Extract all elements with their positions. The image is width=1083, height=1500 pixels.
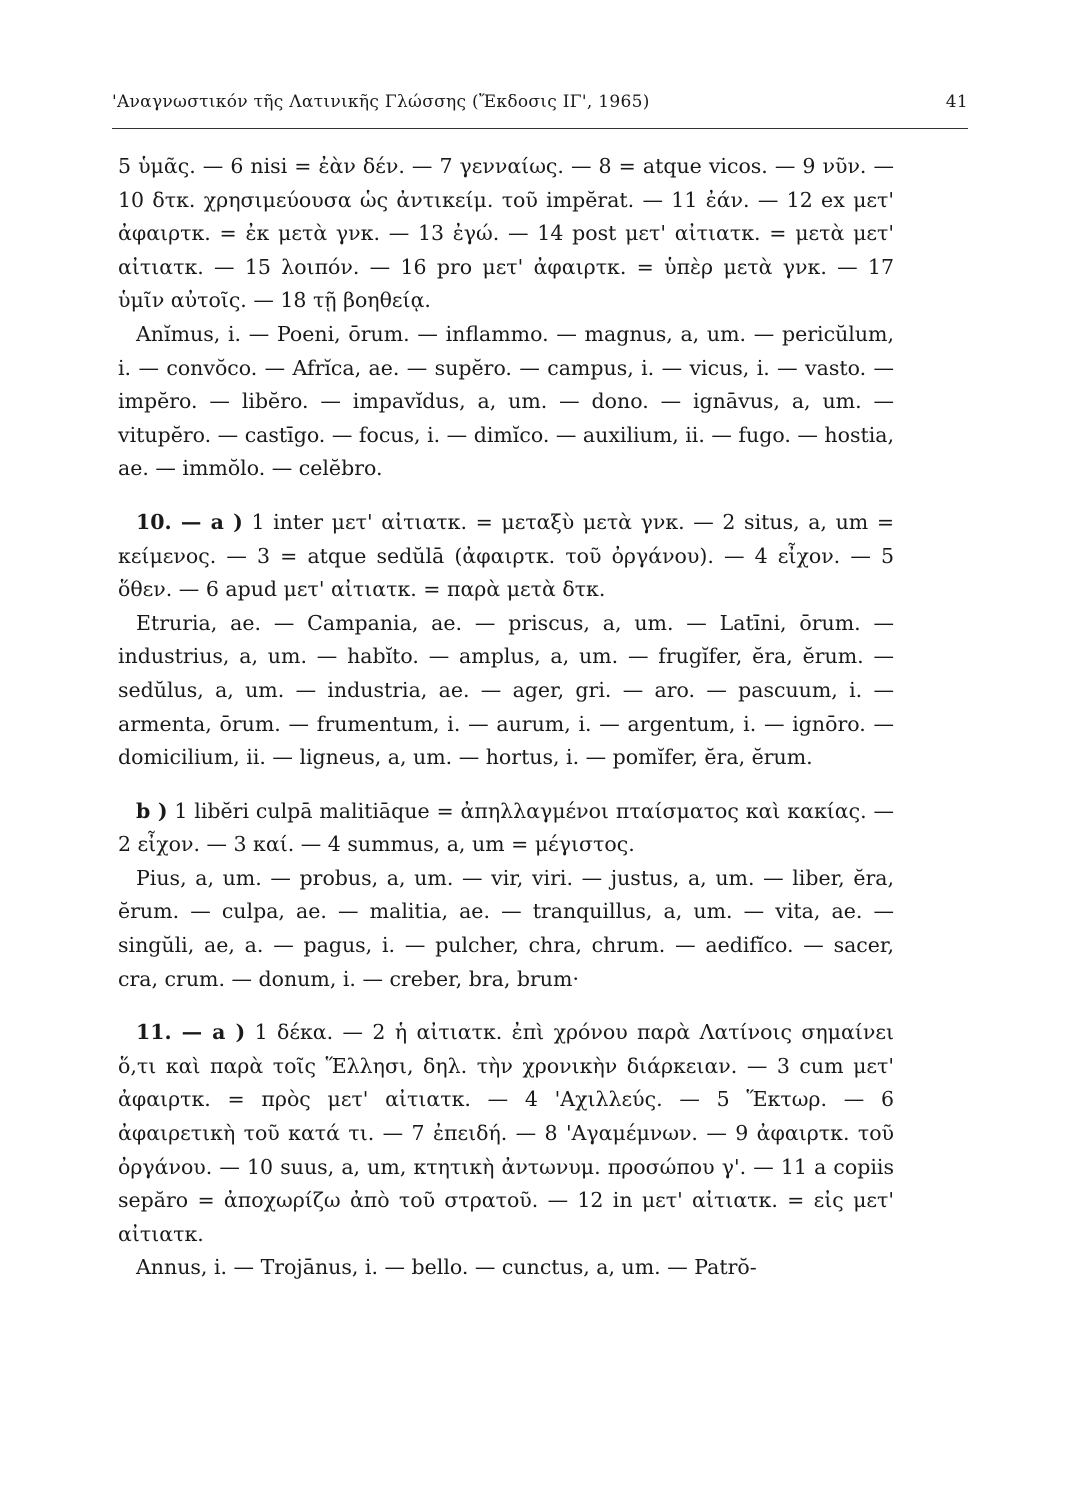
- header-rule: [112, 128, 968, 129]
- vocabulary-paragraph: Annus, i. — Trojānus, i. — bello. — cunctus, a, um. — Patrŏ-: [136, 1255, 757, 1280]
- section-label: 10. — a ): [136, 509, 243, 534]
- page-body: [118, 150, 894, 1285]
- section-10b-notes: b ) 1 libĕri culpā malitiāque = ἀπηλλαγμένοι πταίσματος καὶ κακίας. — 2 εἶχον. — 3 καί. — 4 summus, a, um = μέγιστος.: [118, 798, 895, 857]
- notes-paragraph: 5 ὑμᾶς. — 6 nisi = ἐὰν δέν. — 7 γενναίως. — 8 = atque vicos. — 9 νῦν. — 10 δτκ. χρησιμεύουσα ὡς ἀντικείμ. τοῦ impĕrat. — 11 ἐάν. — 12 ex μετ' ἀφαιρτκ. = ἐκ μετὰ γνκ. — 13 ἐγώ. — 14 post μετ' αἰτιατκ. = μετὰ μετ' αἰτιατκ. — 15 λοιπόν. — 16 pro μετ' ἀφαιρτκ. = ὑπὲρ μετὰ γνκ. — 17 ὑμῖν αὐτοῖς. — 18 τῇ βοηθείᾳ.: [118, 154, 894, 313]
- section-10a-notes: 10. — a ) 1 inter μετ' αἰτιατκ. = μεταξὺ μετὰ γνκ. — 2 situs, a, um = κείμενος. — 3 = atque sedŭlā (ἀφαιρτκ. τοῦ ὀργάνου). — 4 εἶχον. — 5 ὅθεν. — 6 apud μετ' αἰτιατκ. = παρὰ μετὰ δτκ.: [118, 509, 894, 602]
- section-label: 11. — a ): [136, 1020, 246, 1045]
- header-title: 'Αναγνωστικόν τῆς Λατινικῆς Γλώσσης (Ἔκδοσις ΙΓ', 1965): [112, 92, 650, 112]
- vocabulary-paragraph: Anĭmus, i. — Poeni, ōrum. — inflammo. — magnus, a, um. — pericŭlum, i. — convŏco. — Afrĭca, ae. — supĕro. — campus, i. — vicus, i. — vasto. — impĕro. — libĕro. — impavĭdus, a, um. — dono. — ignāvus, a, um. — vitupĕro. — castīgo. — focus, i. — dimĭco. — auxilium, ii. — fugo. — hostia, ae. — immŏlo. — celĕbro.: [118, 321, 894, 481]
- page-number: 41: [945, 92, 968, 112]
- vocabulary-paragraph: Etruria, ae. — Campania, ae. — priscus, a, um. — Latīni, ōrum. — industrius, a, um. — habĭto. — amplus, a, um. — frugĭfer, ĕra, ĕrum. — sedŭlus, a, um. — industria, ae. — ager, gri. — aro. — pascuum, i. — armenta, ōrum. — frumentum, i. — aurum, i. — argentum, i. — ignōro. — domicilium, ii. — ligneus, a, um. — hortus, i. — pomĭfer, ĕra, ĕrum.: [118, 610, 894, 770]
- vocabulary-paragraph: Pius, a, um. — probus, a, um. — vir, viri. — justus, a, um. — liber, ĕra, ĕrum. — culpa, ae. — malitia, ae. — tranquillus, a, um. — vita, ae. — singŭli, ae, a. — pagus, i. — pulcher, chra, chrum. — aedifĭco. — sacer, cra, crum. — donum, i. — creber, bra, brum·: [118, 865, 894, 991]
- section-label: b ): [136, 798, 168, 823]
- section-11a-notes: 11. — a ) 1 δέκα. — 2 ἡ αἰτιατκ. ἐπὶ χρόνου παρὰ Λατίνοις σημαίνει ὅ,τι καὶ παρὰ τοῖς Ἕλλησι, δηλ. τὴν χρονικὴν διάρκειαν. — 3 cum μετ' ἀφαιρτκ. = πρὸς μετ' αἰτιατκ. — 4 'Αχιλλεύς. — 5 Ἕκτωρ. — 6 ἀφαιρετικὴ τοῦ κατά τι. — 7 ἐπειδή. — 8 'Αγαμέμνων. — 9 ἀφαιρτκ. τοῦ ὀργάνου. — 10 suus, a, um, κτητικὴ ἀντωνυμ. προσώπου γ'. — 11 a copiis sepăro = ἀποχωρίζω ἀπὸ τοῦ στρατοῦ. — 12 in μετ' αἰτιατκ. = εἰς μετ' αἰτιατκ.: [118, 1020, 895, 1246]
